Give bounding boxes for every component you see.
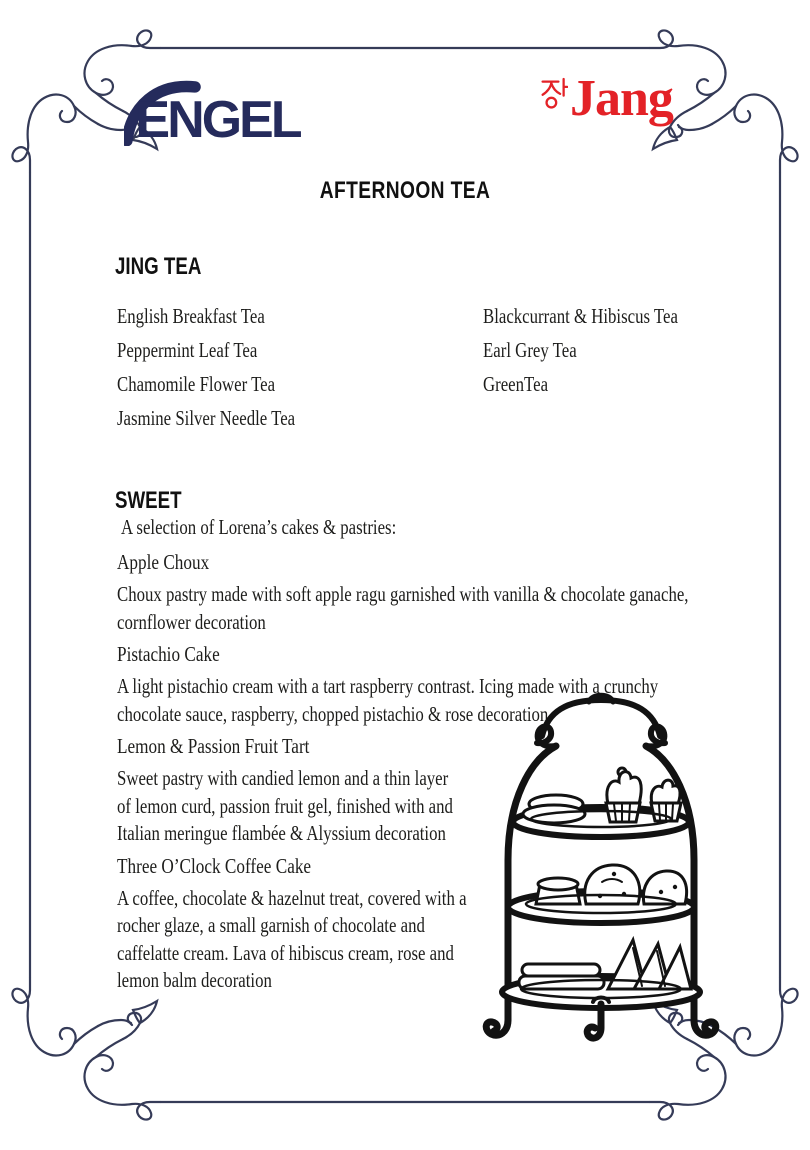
- menu-item-description: Choux pastry made with soft apple ragu garnished with vanilla & chocolate ganache, cornflower decoration: [117, 582, 689, 634]
- tea-item: Blackcurrant & Hibiscus Tea: [483, 304, 678, 328]
- jang-korean-character-icon: [540, 77, 568, 109]
- menu-item-description: A light pistachio cream with a tart raspberry contrast. Icing made with a crunchy chocolate sauce, raspberry, chopped pistachio & rose decoration: [117, 674, 659, 726]
- sweet-section-heading: SWEET: [115, 487, 182, 514]
- tea-column-right: [483, 306, 678, 408]
- menu-item-name: Three O’Clock Coffee Cake: [117, 853, 312, 878]
- menu-item-apple-choux: [117, 549, 741, 636]
- cake-stand-drawing: [452, 692, 750, 1044]
- tea-column-left: [117, 306, 295, 442]
- menu-item-description: Sweet pastry with candied lemon and a thin layer of lemon curd, passion fruit gel, finished with and Italian meringue flambée & Alyssium decoration: [117, 766, 453, 845]
- tea-item: Earl Grey Tea: [483, 338, 577, 362]
- sweet-section-intro: A selection of Lorena’s cakes & pastries:: [121, 515, 397, 539]
- tea-section-heading: JING TEA: [115, 253, 202, 280]
- engel-logo-mark: [124, 72, 316, 146]
- tea-item: Peppermint Leaf Tea: [117, 338, 258, 362]
- tea-item: English Breakfast Tea: [117, 304, 265, 328]
- menu-item-name: Pistachio Cake: [117, 642, 220, 666]
- jang-logo: [540, 70, 673, 127]
- jang-logo-text: Jang: [570, 70, 673, 127]
- engel-logo-text: ENGEL: [135, 89, 300, 146]
- tea-item: GreenTea: [483, 372, 549, 396]
- page-title: AFTERNOON TEA: [319, 177, 491, 204]
- menu-item-name: Apple Choux: [117, 550, 210, 574]
- menu-item-name: Lemon & Passion Fruit Tart: [117, 734, 310, 758]
- cake-stand-illustration: [452, 692, 750, 1049]
- tea-item: Chamomile Flower Tea: [117, 372, 276, 396]
- engel-logo: [124, 72, 316, 151]
- menu-item-description: A coffee, chocolate & hazelnut treat, covered with a rocher glaze, a small garnish of chocolate and caffelatte cream. Lava of hibiscus cream, rose and lemon balm decoration: [117, 885, 467, 992]
- tea-item: Jasmine Silver Needle Tea: [117, 406, 296, 430]
